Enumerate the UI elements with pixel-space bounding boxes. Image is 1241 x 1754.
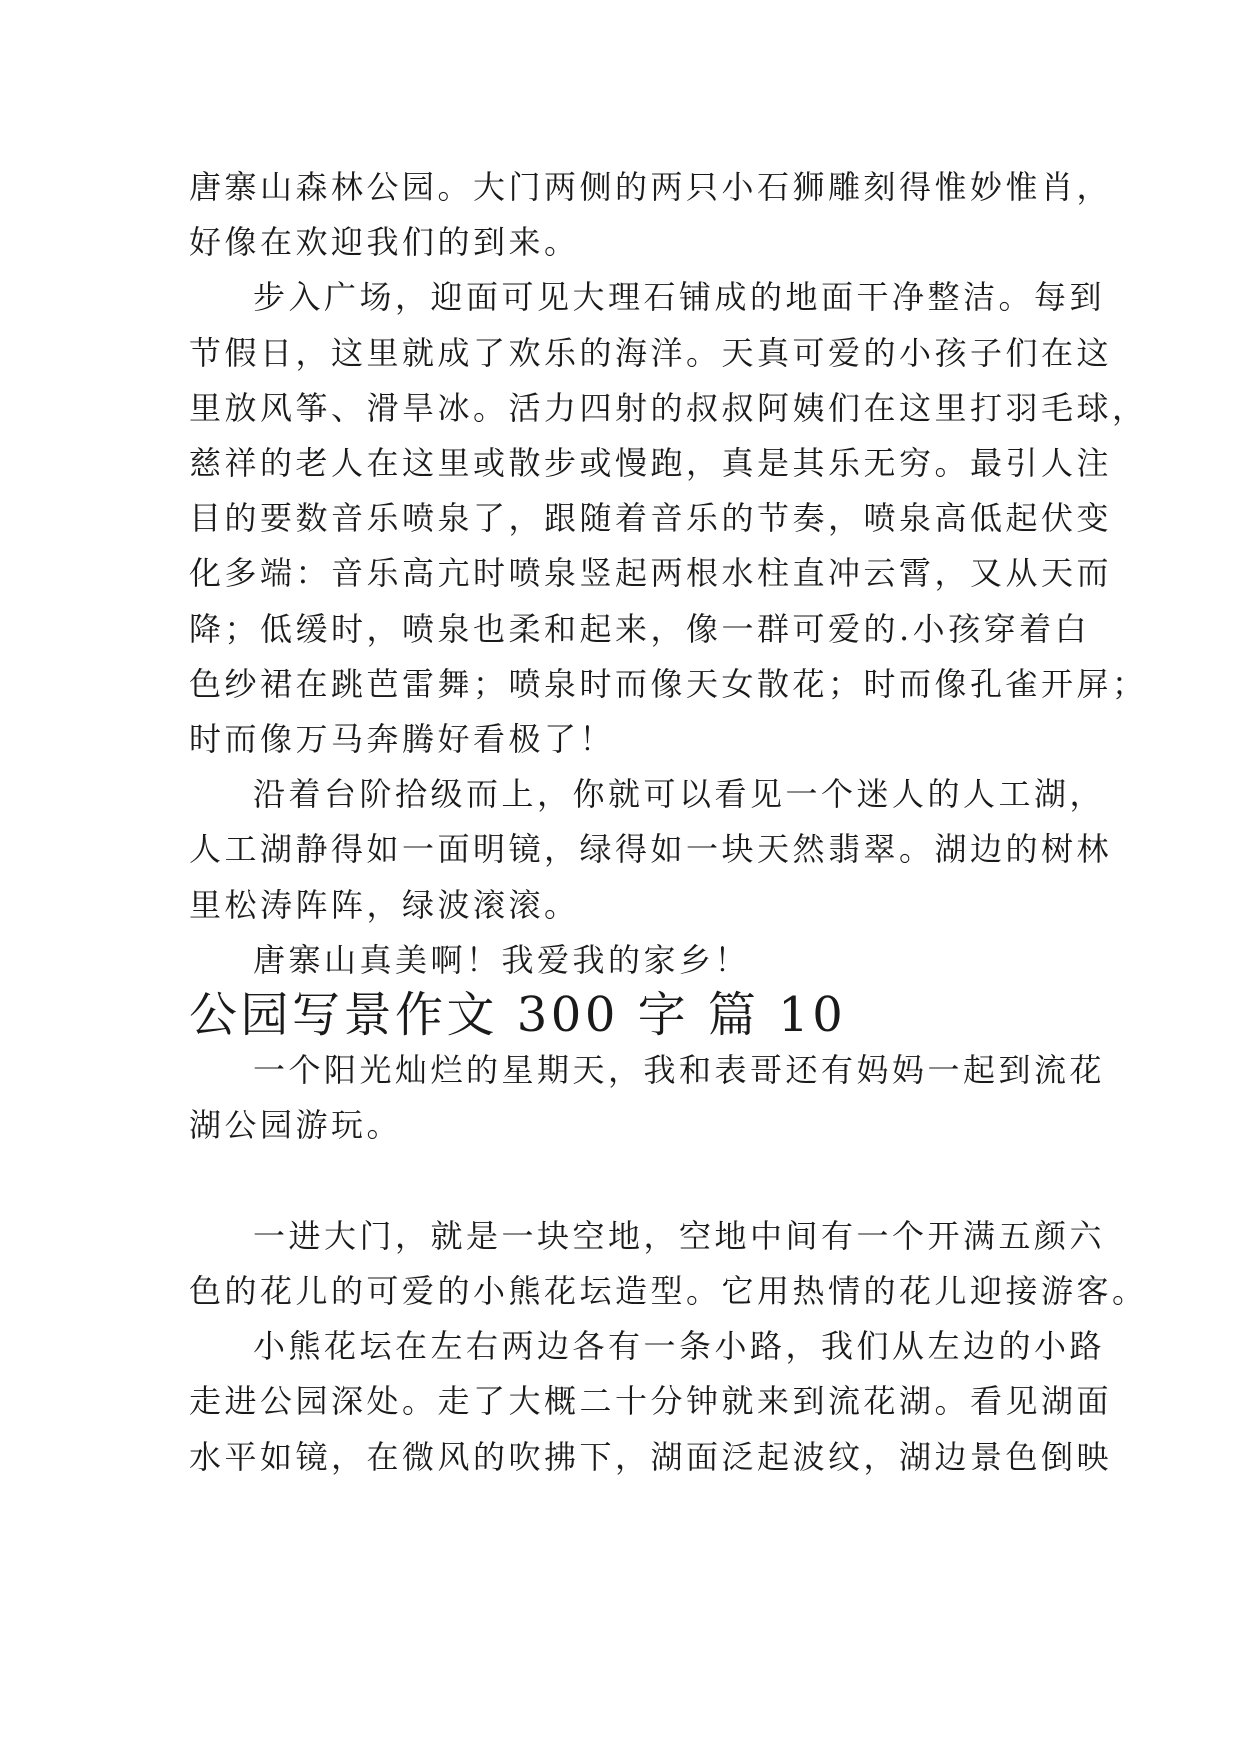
text-line: 化多端：音乐高亢时喷泉竖起两根水柱直冲云霄，又从天而 [189,554,1113,593]
text-line: 好像在欢迎我们的到来。 [189,223,580,262]
text-line: 小熊花坛在左右两边各有一条小路，我们从左边的小路 [253,1327,1106,1366]
paragraph [189,160,1113,270]
text-line: 里放风筝、滑旱冰。活力四射的叔叔阿姨们在这里打羽毛球， [189,388,1148,427]
text-line: 降；低缓时，喷泉也柔和起来，像一群可爱的.小孩穿着白 [189,609,1091,648]
text-line: 一个阳光灿烂的星期天，我和表哥还有妈妈一起到流花 [253,1051,1106,1090]
paragraph [189,1319,1113,1485]
document-body [189,160,1148,1485]
paragraph [189,1043,1106,1153]
text-line: 里松涛阵阵，绿波滚滚。 [189,885,580,924]
paragraph [189,933,1049,988]
text-line: 一进大门，就是一块空地，空地中间有一个开满五颜六 [253,1216,1106,1255]
blank-line [189,1154,1049,1209]
text-line: 唐寨山森林公园。大门两侧的两只小石狮雕刻得惟妙惟肖， [189,168,1113,206]
text-line: 湖公园游玩。 [189,1106,403,1145]
text-line: 走进公园深处。走了大概二十分钟就来到流花湖。看见湖面 [189,1382,1113,1421]
paragraph [189,270,1148,767]
text-line: 唐寨山真美啊！我爱我的家乡！ [253,940,751,979]
text-line: 目的要数音乐喷泉了，跟随着音乐的节奏，喷泉高低起伏变 [189,499,1113,538]
text-line: 色纱裙在跳芭雷舞；喷泉时而像天女散花；时而像孔雀开屏； [189,664,1148,703]
paragraph [189,767,1113,933]
text-line: 时而像万马奔腾好看极了！ [189,720,616,759]
text-line: 水平如镜，在微风的吹拂下，湖面泛起波纹，湖边景色倒映 [189,1437,1113,1476]
text-line: 沿着台阶拾级而上，你就可以看见一个迷人的人工湖， [253,775,1106,814]
text-line: 节假日，这里就成了欢乐的海洋。天真可爱的小孩子们在这 [189,333,1113,372]
text-line: 慈祥的老人在这里或散步或慢跑，真是其乐无穷。最引人注 [189,444,1113,483]
text-line: 人工湖静得如一面明镜，绿得如一块天然翡翠。湖边的树林 [189,830,1113,869]
text-line: 公园写景作文 300 字 篇 10 [189,987,847,1044]
section-heading [189,988,1049,1043]
text-line: 步入广场，迎面可见大理石铺成的地面干净整洁。每到 [253,278,1106,317]
paragraph [189,1209,1148,1319]
text-line: 色的花儿的可爱的小熊花坛造型。它用热情的花儿迎接游客。 [189,1272,1148,1311]
